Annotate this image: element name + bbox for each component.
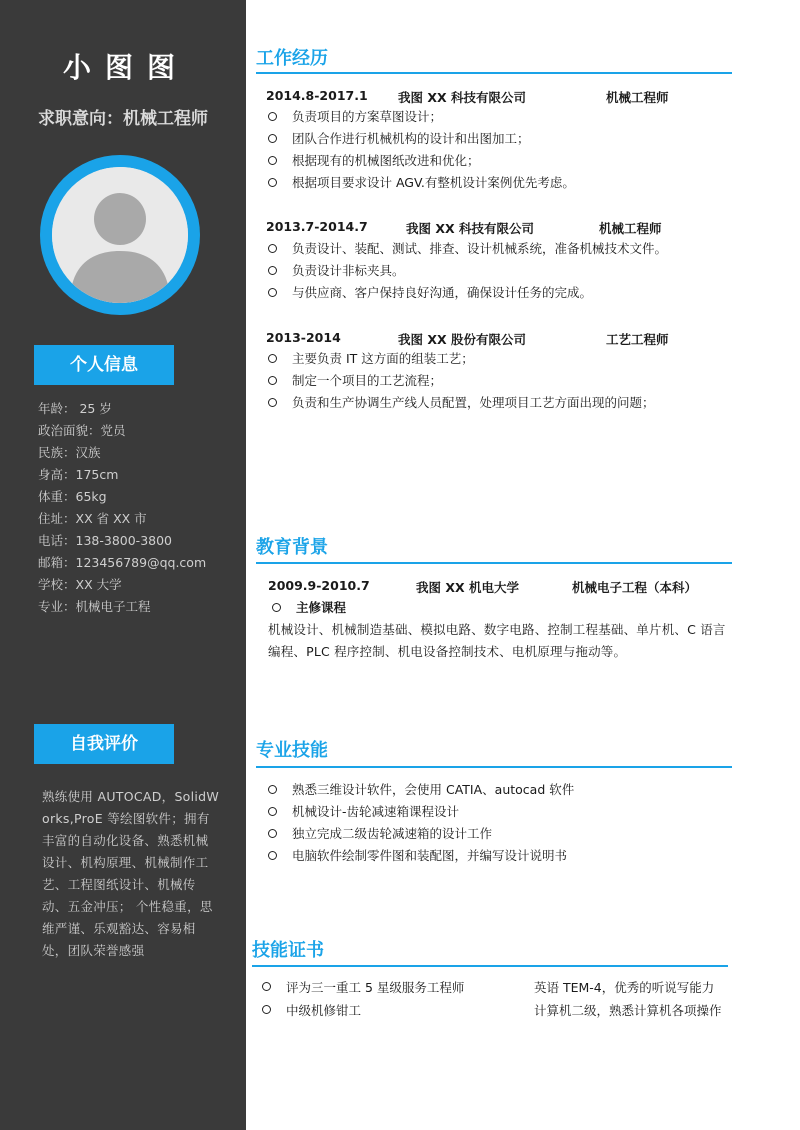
certificates-right-list — [534, 976, 722, 1022]
list-item: 中级机修钳工 — [258, 999, 464, 1022]
work-section-rule — [256, 72, 732, 74]
certificates-section-rule — [252, 965, 728, 967]
list-item: 负责设计非标夹具。 — [264, 260, 667, 282]
work-section-title: 工作经历 — [256, 48, 328, 69]
list-item: 负责设计、装配、测试、排查、设计机械系统，准备机械技术文件。 — [264, 238, 667, 260]
list-item: 独立完成二级齿轮减速箱的设计工作 — [264, 823, 574, 845]
education-section-title: 教育背景 — [256, 537, 328, 558]
circle-bullet-icon — [272, 603, 281, 612]
list-item: 负责和生产协调生产线人员配置，处理项目工艺方面出现的问题； — [264, 392, 655, 414]
courses-subheading: 主修课程 — [268, 598, 346, 616]
certificates-section-title: 技能证书 — [252, 940, 324, 961]
job-2-duties — [264, 238, 667, 304]
avatar-placeholder-icon — [52, 167, 188, 303]
list-item: 团队合作进行机械机构的设计和出图加工； — [264, 128, 575, 150]
personal-info-list — [38, 398, 206, 618]
circle-bullet-icon — [268, 398, 277, 407]
info-height: 身高：175cm — [38, 467, 119, 482]
job-2-company: 我图 XX 科技有限公司 — [406, 221, 534, 236]
skills-section-title: 专业技能 — [256, 740, 328, 761]
info-major: 专业：机械电子工程 — [38, 599, 151, 614]
info-phone: 电话：138-3800-3800 — [38, 533, 173, 548]
circle-bullet-icon — [268, 156, 277, 165]
circle-bullet-icon — [268, 178, 277, 187]
circle-bullet-icon — [268, 376, 277, 385]
education-section-rule — [256, 562, 732, 564]
list-item: 熟悉三维设计软件，会使用 CATIA、autocad 软件 — [264, 779, 574, 801]
circle-bullet-icon — [268, 244, 277, 253]
info-age: 年龄： 25 岁 — [38, 401, 112, 416]
skills-list — [264, 779, 574, 867]
education-period: 2009.9-2010.7 — [268, 578, 370, 593]
info-address: 住址：XX 省 XX 市 — [38, 511, 147, 526]
job-2-role: 机械工程师 — [599, 221, 662, 236]
education-major: 机械电子工程（本科） — [572, 580, 698, 595]
circle-bullet-icon — [268, 354, 277, 363]
list-item: 根据现有的机械图纸改进和优化； — [264, 150, 575, 172]
circle-bullet-icon — [268, 785, 277, 794]
circle-bullet-icon — [268, 851, 277, 860]
circle-bullet-icon — [268, 288, 277, 297]
job-1-header — [266, 88, 669, 105]
list-item: 电脑软件绘制零件图和装配图，并编写设计说明书 — [264, 845, 574, 867]
circle-bullet-icon — [268, 807, 277, 816]
job-1-period: 2014.8-2017.1 — [266, 88, 368, 103]
avatar — [40, 155, 200, 315]
list-item: 负责项目的方案草图设计； — [264, 106, 575, 128]
education-header — [268, 578, 698, 595]
list-item: 计算机二级，熟悉计算机各项操作 — [534, 1003, 722, 1018]
circle-bullet-icon — [262, 1005, 271, 1014]
job-2-header — [266, 219, 662, 236]
skills-section-rule — [256, 766, 732, 768]
courses-text: 机械设计、机械制造基础、模拟电路、数字电路、控制工程基础、单片机、C 语言编程、PLC 程序控制、机电设备控制技术、电机原理与拖动等。 — [268, 622, 726, 659]
list-item: 评为三一重工 5 星级服务工程师 — [258, 976, 464, 999]
circle-bullet-icon — [268, 134, 277, 143]
self-evaluation-heading: 自我评价 — [34, 724, 174, 764]
circle-bullet-icon — [268, 829, 277, 838]
sidebar — [0, 0, 246, 1130]
circle-bullet-icon — [268, 112, 277, 121]
list-item: 主要负责 IT 这方面的组装工艺； — [264, 348, 655, 370]
info-school: 学校：XX 大学 — [38, 577, 122, 592]
personal-info-heading: 个人信息 — [34, 345, 174, 385]
list-item: 制定一个项目的工艺流程； — [264, 370, 655, 392]
self-evaluation-text: 熟练使用 AUTOCAD，SolidWorks,ProE 等绘图软件；拥有丰富的自动化设备、熟悉机械设计、机构原理、机械制作工艺、工程图纸设计、机械传动、五金冲压； 个性稳重，思维严谨、乐观豁达、容易相处，团队荣誉感强 — [42, 789, 220, 958]
candidate-name: 小图图 — [62, 51, 189, 84]
info-weight: 体重：65kg — [38, 489, 107, 504]
circle-bullet-icon — [268, 266, 277, 275]
job-1-role: 机械工程师 — [606, 90, 669, 105]
circle-bullet-icon — [262, 982, 271, 991]
job-3-duties — [264, 348, 655, 414]
info-email: 邮箱：123456789@qq.com — [38, 555, 207, 570]
job-3-period: 2013-2014 — [266, 330, 341, 345]
list-item: 机械设计-齿轮减速箱课程设计 — [264, 801, 574, 823]
list-item: 根据项目要求设计 AGV.有整机设计案例优先考虑。 — [264, 172, 575, 194]
info-political: 政治面貌：党员 — [38, 423, 126, 438]
education-school: 我图 XX 机电大学 — [416, 580, 519, 595]
certificates-left-list — [258, 976, 464, 1022]
job-3-company: 我图 XX 股份有限公司 — [398, 332, 526, 347]
job-3-role: 工艺工程师 — [606, 332, 669, 347]
job-intent: 求职意向：机械工程师 — [38, 109, 208, 129]
info-ethnicity: 民族：汉族 — [38, 445, 101, 460]
job-2-period: 2013.7-2014.7 — [266, 219, 368, 234]
list-item: 与供应商、客户保持良好沟通，确保设计任务的完成。 — [264, 282, 667, 304]
list-item: 英语 TEM-4，优秀的听说写能力 — [534, 980, 715, 995]
job-1-company: 我图 XX 科技有限公司 — [398, 90, 526, 105]
job-3-header — [266, 330, 669, 347]
job-1-duties — [264, 106, 575, 194]
